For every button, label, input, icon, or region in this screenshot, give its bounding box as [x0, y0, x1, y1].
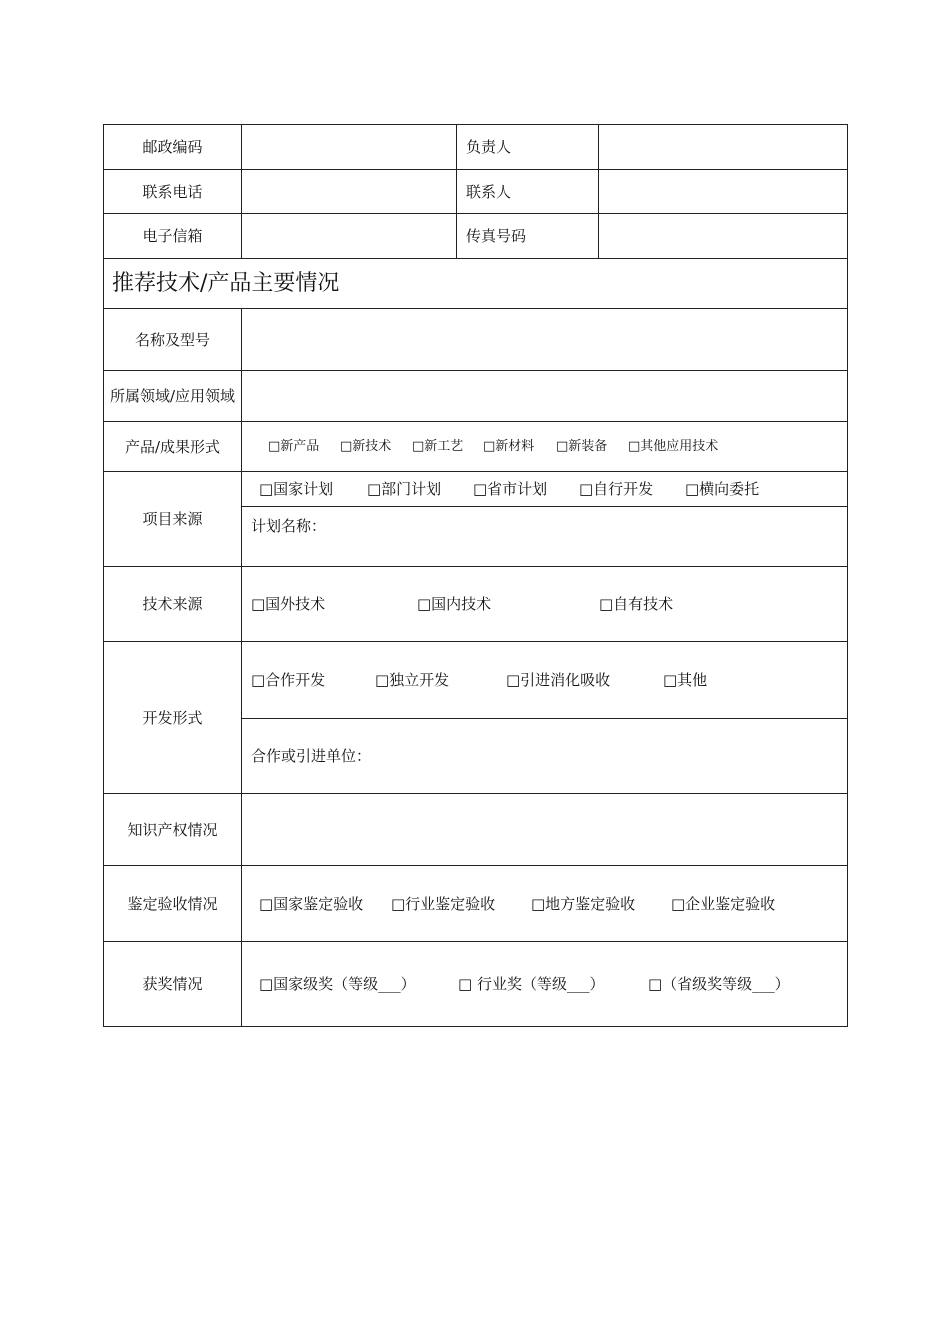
email-label: 电子信箱 [104, 214, 242, 259]
name-model-row [104, 309, 848, 371]
phone-field[interactable] [242, 170, 457, 214]
option-other-dev[interactable]: □其他 [663, 670, 708, 689]
tech-source-options [242, 567, 848, 642]
option-national-appraisal[interactable]: □国家鉴定验收 [259, 894, 364, 913]
application-form [103, 124, 847, 1027]
option-industry-award[interactable]: □ 行业奖（等级___） [458, 975, 605, 993]
appraisal-row [104, 866, 848, 942]
form-table [103, 124, 848, 1027]
option-cooperative-dev[interactable]: □合作开发 [251, 670, 326, 689]
option-provincial-award[interactable]: □（省级奖等级___） [648, 975, 790, 993]
option-foreign-tech[interactable]: □国外技术 [251, 595, 326, 613]
awards-row [104, 942, 848, 1027]
dev-form-cell [242, 642, 848, 794]
principal-label: 负责人 [457, 125, 599, 170]
dev-form-row [104, 642, 848, 794]
fax-field[interactable] [599, 214, 848, 259]
field-field[interactable] [242, 371, 848, 422]
field-label: 所属领域/应用领域 [104, 371, 242, 422]
option-national-award[interactable]: □国家级奖（等级___） [259, 975, 416, 993]
option-own-tech[interactable]: □自有技术 [599, 595, 674, 613]
option-national-plan[interactable]: □国家计划 [259, 479, 334, 498]
project-source-options [242, 472, 847, 506]
option-other-tech[interactable]: □其他应用技术 [628, 438, 719, 454]
project-source-subtable [242, 472, 847, 566]
option-horizontal-commission[interactable]: □横向委托 [685, 479, 760, 498]
ip-field[interactable] [242, 794, 848, 866]
section-header-row [104, 259, 848, 309]
section-title: 推荐技术/产品主要情况 [104, 259, 848, 309]
option-new-process[interactable]: □新工艺 [412, 438, 464, 454]
form-type-row [104, 422, 848, 472]
project-source-cell [242, 472, 848, 567]
phone-row [104, 170, 848, 214]
option-new-material[interactable]: □新材料 [483, 438, 535, 454]
option-domestic-tech[interactable]: □国内技术 [417, 595, 492, 613]
postcode-row [104, 125, 848, 170]
appraisal-label: 鉴定验收情况 [104, 866, 242, 942]
field-row [104, 371, 848, 422]
dev-form-options [242, 642, 847, 718]
email-row [104, 214, 848, 259]
postcode-label: 邮政编码 [104, 125, 242, 170]
ip-row [104, 794, 848, 866]
plan-name-label: 计划名称： [242, 506, 847, 566]
option-independent-dev[interactable]: □独立开发 [375, 670, 450, 689]
option-industry-appraisal[interactable]: □行业鉴定验收 [391, 894, 496, 913]
form-type-label: 产品/成果形式 [104, 422, 242, 472]
email-field[interactable] [242, 214, 457, 259]
awards-options [242, 942, 848, 1027]
form-type-options [242, 422, 848, 472]
principal-field[interactable] [599, 125, 848, 170]
partner-label: 合作或引进单位： [242, 718, 847, 793]
fax-label: 传真号码 [457, 214, 599, 259]
name-model-label: 名称及型号 [104, 309, 242, 371]
project-source-label: 项目来源 [104, 472, 242, 567]
ip-label: 知识产权情况 [104, 794, 242, 866]
postcode-field[interactable] [242, 125, 457, 170]
name-model-field[interactable] [242, 309, 848, 371]
appraisal-options [242, 866, 848, 942]
project-source-row [104, 472, 848, 567]
dev-form-subtable [242, 642, 847, 793]
option-enterprise-appraisal[interactable]: □企业鉴定验收 [671, 894, 776, 913]
option-new-technology[interactable]: □新技术 [340, 438, 392, 454]
contact-person-label: 联系人 [457, 170, 599, 214]
option-department-plan[interactable]: □部门计划 [367, 479, 442, 498]
option-new-equipment[interactable]: □新装备 [556, 438, 608, 454]
option-import-absorb[interactable]: □引进消化吸收 [506, 670, 611, 689]
tech-source-label: 技术来源 [104, 567, 242, 642]
phone-label: 联系电话 [104, 170, 242, 214]
option-provincial-plan[interactable]: □省市计划 [473, 479, 548, 498]
tech-source-row [104, 567, 848, 642]
option-self-developed[interactable]: □自行开发 [579, 479, 654, 498]
awards-label: 获奖情况 [104, 942, 242, 1027]
contact-person-field[interactable] [599, 170, 848, 214]
option-new-product[interactable]: □新产品 [268, 438, 320, 454]
dev-form-label: 开发形式 [104, 642, 242, 794]
option-local-appraisal[interactable]: □地方鉴定验收 [531, 894, 636, 913]
